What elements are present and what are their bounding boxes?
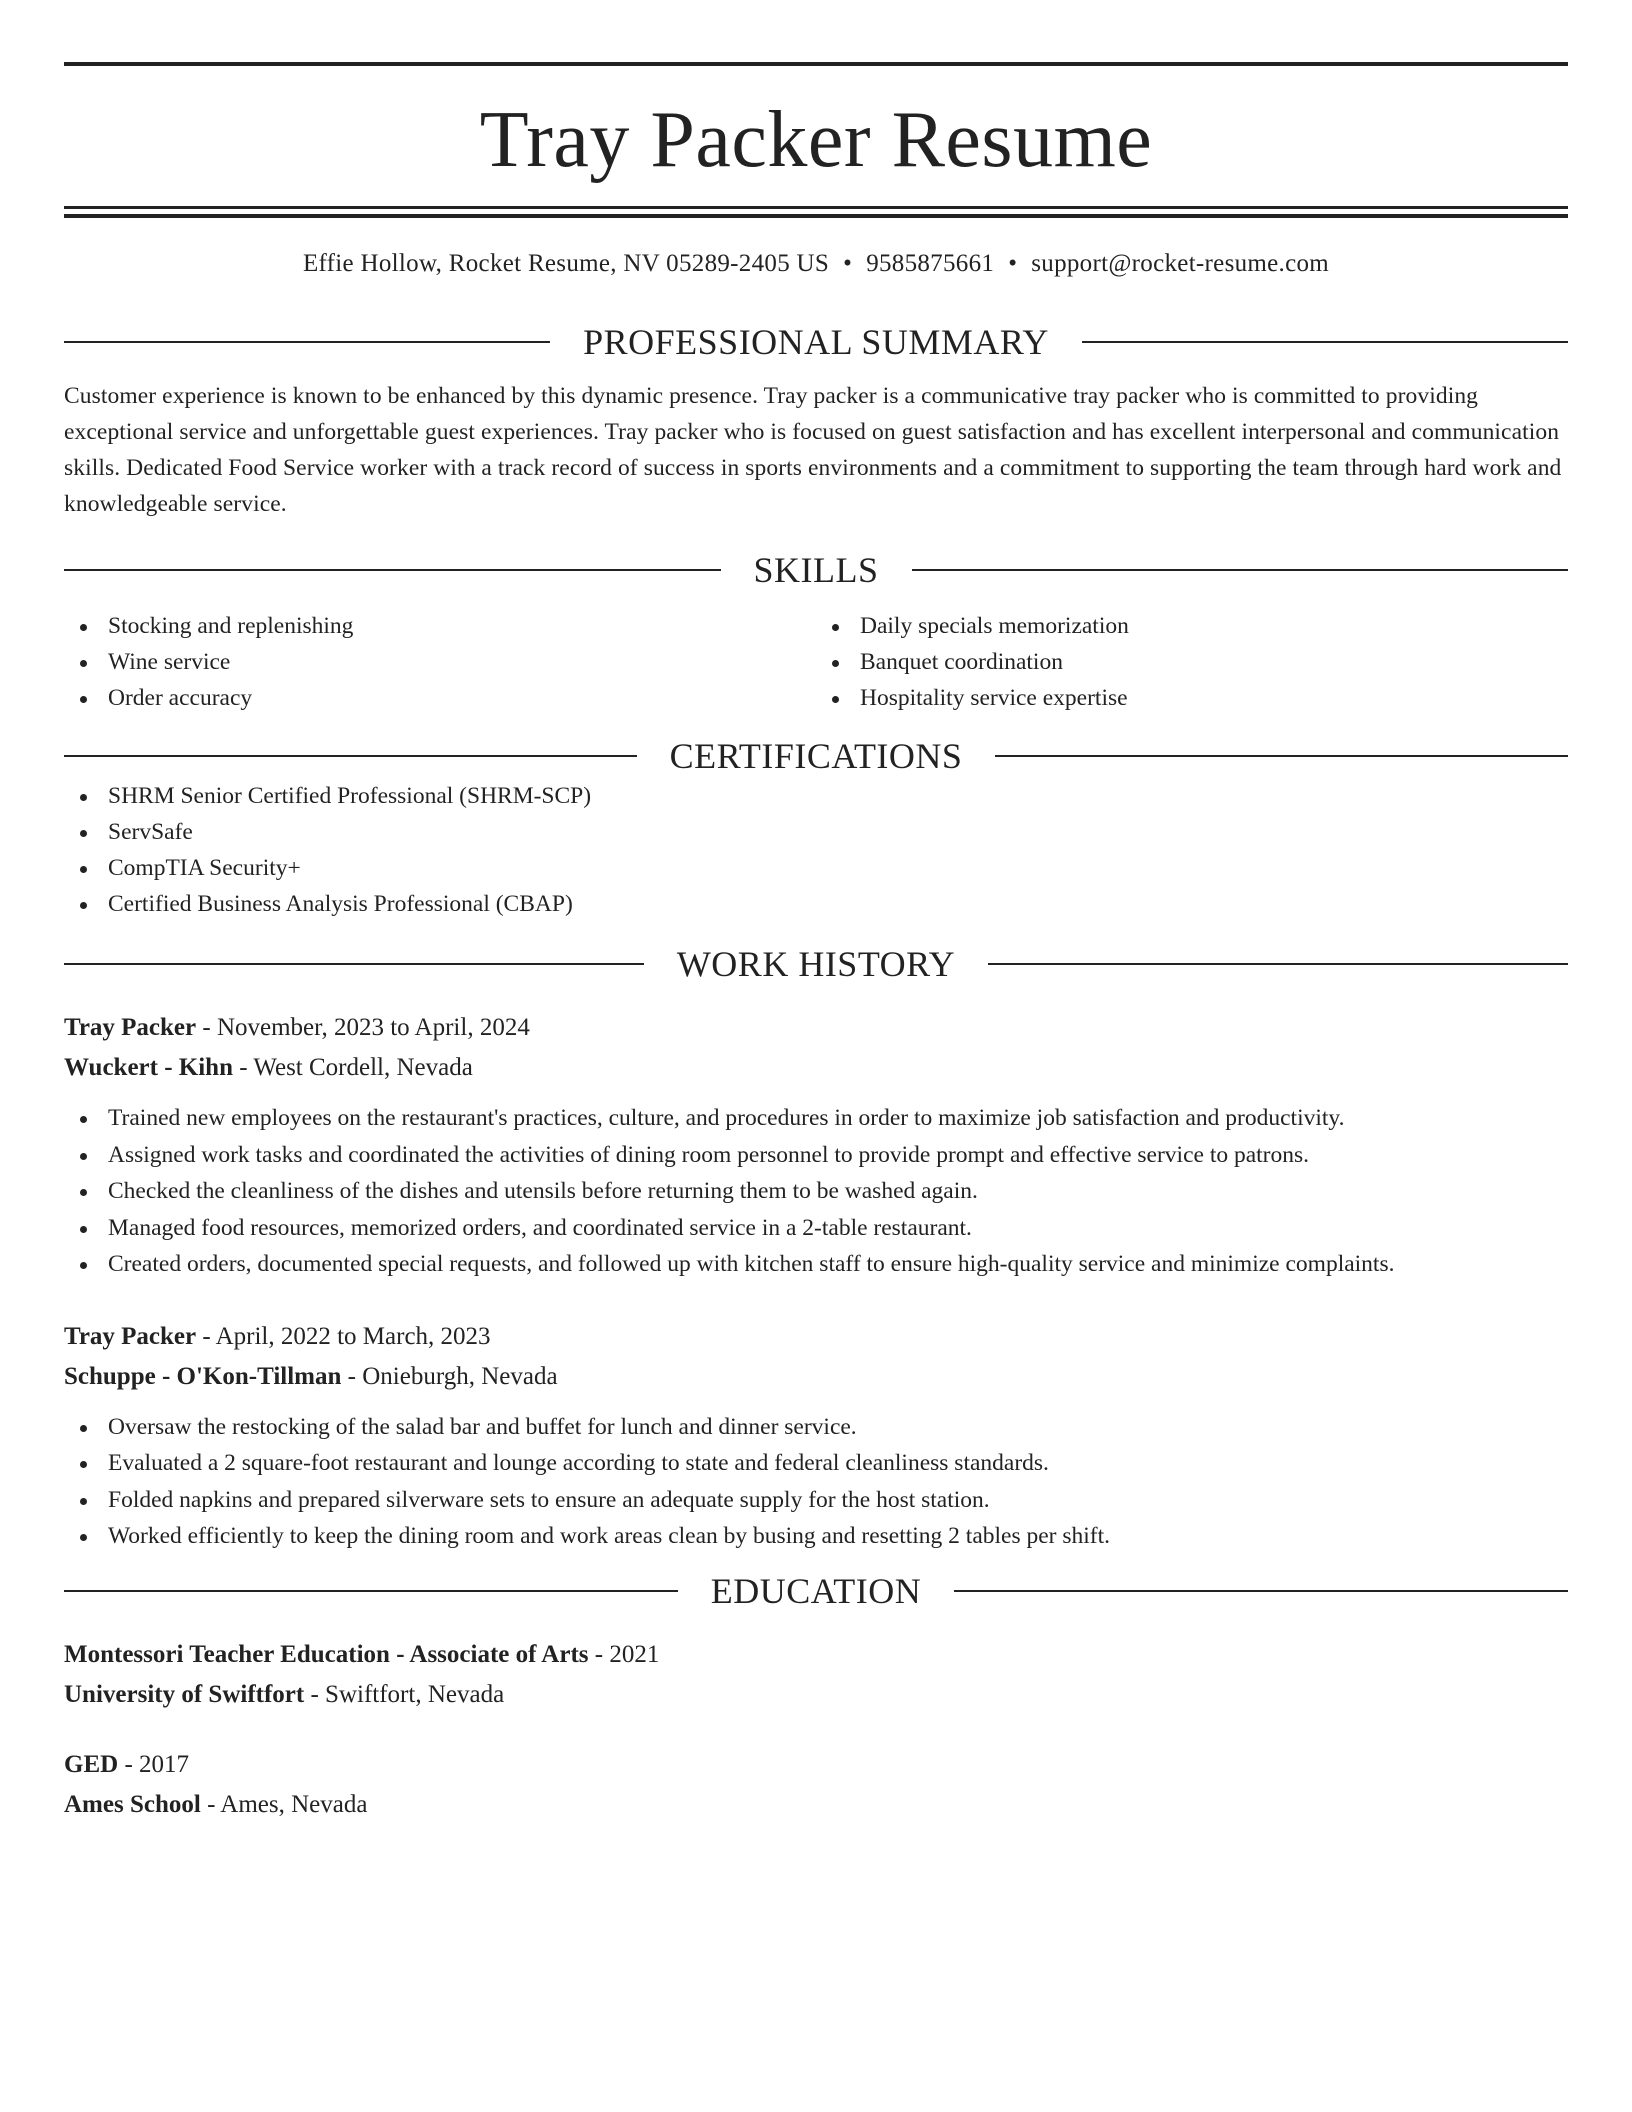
education-entry [64, 1745, 1568, 1825]
section-heading-work-history [64, 942, 1568, 986]
job-location: - Onieburgh, Nevada [341, 1362, 558, 1390]
title-double-rule [64, 206, 1568, 218]
job-bullet: Checked the cleanliness of the dishes and utensils before returning them to be washed again. [64, 1173, 1568, 1210]
heading-rule [995, 755, 1568, 757]
education-degree: Montessori Teacher Education - Associate of Arts [64, 1640, 589, 1668]
job-bullet: Evaluated a 2 square-foot restaurant and lounge according to state and federal cleanliness standards. [64, 1445, 1568, 1482]
section-title: PROFESSIONAL SUMMARY [583, 322, 1049, 362]
education-year: - 2017 [118, 1750, 190, 1778]
job-dates: - April, 2022 to March, 2023 [196, 1322, 491, 1350]
education-location: - Swiftfort, Nevada [304, 1680, 505, 1708]
job-title-line [64, 1317, 1568, 1357]
job-company-line [64, 1048, 1568, 1088]
certification-item: SHRM Senior Certified Professional (SHRM-SCP) [64, 778, 1568, 814]
section-heading-education [64, 1569, 1568, 1613]
skill-item: Order accuracy [64, 680, 816, 716]
education-degree-line [64, 1635, 1568, 1675]
heading-rule [1082, 341, 1568, 343]
job-company-line [64, 1357, 1568, 1397]
skills-list [64, 608, 1568, 716]
skills-column-right [816, 608, 1568, 716]
skills-column-left [64, 608, 816, 716]
job-bullet: Worked efficiently to keep the dining room and work areas clean by busing and resetting 2 tables per shift. [64, 1518, 1568, 1555]
heading-rule [988, 963, 1568, 965]
job-company: Schuppe - O'Kon-Tillman [64, 1362, 342, 1390]
certification-item: Certified Business Analysis Professional (CBAP) [64, 886, 1568, 922]
job-bullets [64, 1409, 1568, 1555]
job-entry [64, 1317, 1568, 1555]
summary-paragraph: Customer experience is known to be enhanced by this dynamic presence. Tray packer is a communicative tray packer who is committed to providing exceptional service and unforgettable guest experiences. Tray packer who is focused on guest satisfaction and has excellent interpersonal and communication skills. Dedicated Food Service worker with a track record of success in sports environments and a commitment to supporting the team through hard work and knowledgeable service. [64, 383, 1562, 517]
certification-item: ServSafe [64, 814, 1568, 850]
skill-item: Stocking and replenishing [64, 608, 816, 644]
education-degree-line [64, 1745, 1568, 1785]
education-school: Ames School [64, 1790, 201, 1818]
job-dates: - November, 2023 to April, 2024 [196, 1014, 530, 1041]
education-school: University of Swiftfort [64, 1680, 305, 1708]
section-title: SKILLS [753, 550, 879, 590]
job-bullet: Created orders, documented special requests, and followed up with kitchen staff to ensure high-quality service and minimize complaints. [64, 1246, 1568, 1283]
job-company: Wuckert - Kihn [64, 1054, 233, 1081]
education-location: - Ames, Nevada [200, 1790, 368, 1818]
job-title: Tray Packer [64, 1014, 197, 1041]
heading-rule [912, 569, 1569, 571]
contact-separator: • [843, 250, 853, 277]
contact-phone: 9585875661 [866, 250, 995, 277]
education-degree: GED [64, 1750, 119, 1778]
job-bullet: Assigned work tasks and coordinated the activities of dining room personnel to provide prompt and effective service to patrons. [64, 1137, 1568, 1174]
job-title-line [64, 1008, 1568, 1048]
section-title: CERTIFICATIONS [669, 736, 963, 776]
education-school-line [64, 1785, 1568, 1825]
job-title: Tray Packer [64, 1322, 197, 1350]
education-year: - 2021 [588, 1640, 660, 1668]
skill-item: Wine service [64, 644, 816, 680]
section-title: EDUCATION [710, 1570, 922, 1611]
education-school-line [64, 1675, 1568, 1715]
heading-rule [64, 1590, 678, 1592]
job-bullet: Trained new employees on the restaurant's practices, culture, and procedures in order to maximize job satisfaction and productivity. [64, 1100, 1568, 1137]
section-heading-skills [64, 548, 1568, 592]
skill-item: Hospitality service expertise [816, 680, 1568, 716]
heading-rule [64, 341, 550, 343]
section-heading-certifications [64, 734, 1568, 778]
top-rule [64, 62, 1568, 66]
heading-rule [64, 755, 637, 757]
education-entry [64, 1635, 1568, 1715]
contact-separator: • [1008, 250, 1018, 277]
contact-email: support@rocket-resume.com [1031, 250, 1330, 277]
certifications-list [64, 778, 1568, 922]
job-bullet: Folded napkins and prepared silverware sets to ensure an adequate supply for the host station. [64, 1482, 1568, 1519]
section-title: WORK HISTORY [676, 944, 956, 984]
section-heading-summary [64, 320, 1568, 364]
job-entry [64, 1008, 1568, 1283]
job-bullet: Managed food resources, memorized orders, and coordinated service in a 2-table restaurant. [64, 1210, 1568, 1247]
job-location: - West Cordell, Nevada [233, 1054, 473, 1081]
heading-rule [954, 1590, 1568, 1592]
resume-title: Tray Packer Resume [479, 96, 1153, 184]
contact-line [64, 250, 1568, 284]
skill-item: Daily specials memorization [816, 608, 1568, 644]
heading-rule [64, 963, 644, 965]
job-bullets [64, 1100, 1568, 1283]
skill-item: Banquet coordination [816, 644, 1568, 680]
contact-address: Effie Hollow, Rocket Resume, NV 05289-2405 US [302, 250, 830, 277]
heading-rule [64, 569, 721, 571]
certification-item: CompTIA Security+ [64, 850, 1568, 886]
job-bullet: Oversaw the restocking of the salad bar and buffet for lunch and dinner service. [64, 1409, 1568, 1446]
